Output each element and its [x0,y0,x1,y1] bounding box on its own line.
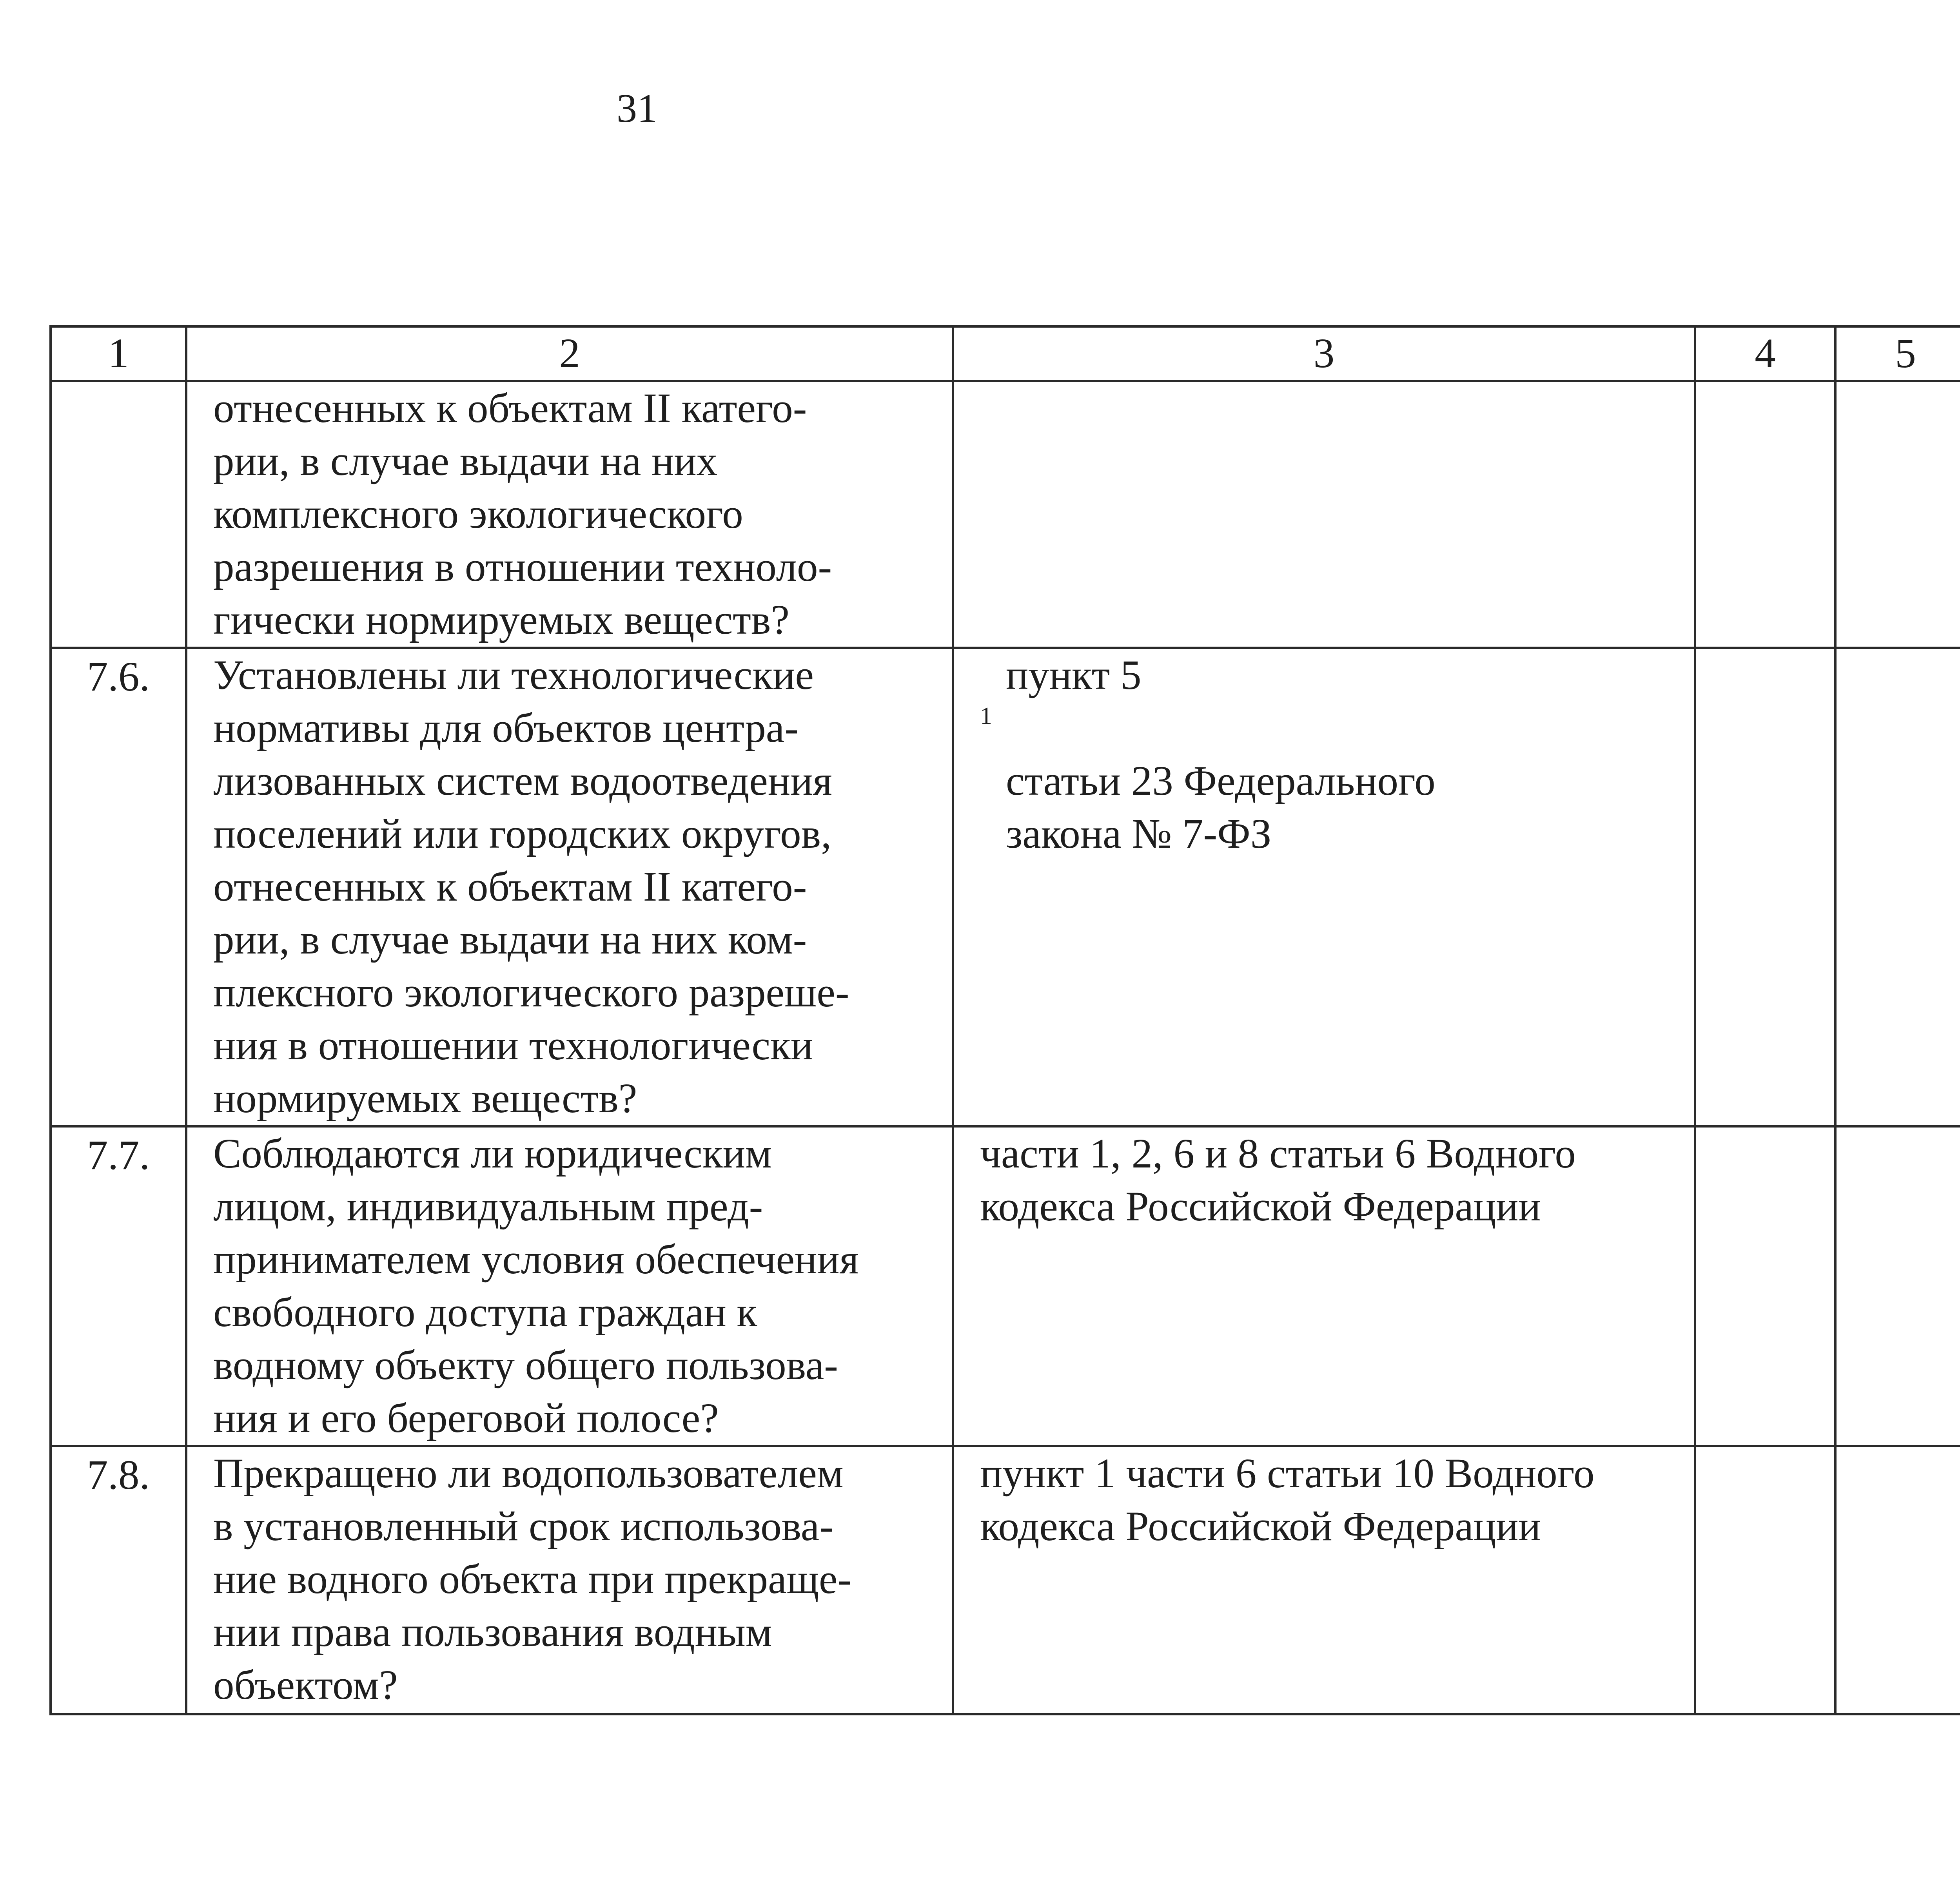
empty-cell [1695,648,1835,1126]
reference-text-start: пункт 5 [1006,652,1142,698]
header-col-1: 1 [51,326,186,381]
reference-text-end: статьи 23 Федерального закона № 7-ФЗ [1006,758,1436,857]
question-cell [186,1126,953,1446]
empty-cell [1835,648,1960,1126]
header-col-5: 5 [1835,326,1960,381]
empty-cell [1695,1446,1835,1714]
question-cell [186,648,953,1126]
table-row [51,381,1960,648]
reference-text: части 1, 2, 6 и 8 статьи 6 Водного кодекса Российской Федерации [980,1131,1576,1230]
empty-cell [1695,1126,1835,1446]
reference-cell [953,381,1695,648]
question-cell [186,381,953,648]
empty-cell [1835,381,1960,648]
reference-text [954,649,1694,861]
reference-cell [953,1126,1695,1446]
row-number-cell [51,648,186,1126]
question-text: Установлены ли технологические нормативы для объектов центра- лизованных систем водоотведения поселений или городских округов, отнесенных к объектам II катего- рии, в случае выдачи на них ком- плексного экологического разреше- ния в отношении технологически нормируемых веществ? [213,652,849,1122]
reference-cell [953,1446,1695,1714]
question-text: отнесенных к объектам II катего- рии, в случае выдачи на них комплексного экологического разрешения в отношении техноло- гически нормируемых веществ? [213,385,832,643]
reference-superscript: 1 [980,703,992,729]
row-number-cell [51,381,186,648]
header-col-3: 3 [953,326,1695,381]
reference-cell [953,648,1695,1126]
empty-cell [1835,1446,1960,1714]
row-number [52,382,185,384]
table-row [51,648,1960,1126]
table-row [51,1126,1960,1446]
header-col-4: 4 [1695,326,1835,381]
table-row [51,1446,1960,1714]
page-number: 31 [617,86,657,131]
row-number-cell [51,1446,186,1714]
checklist-table [49,325,1960,1715]
row-number: 7.8. [87,1452,150,1498]
header-row [51,326,1960,381]
empty-cell [1835,1126,1960,1446]
row-number: 7.7. [87,1132,150,1178]
question-text: Соблюдаются ли юридическим лицом, индивидуальным пред- принимателем условия обеспечения свободного доступа граждан к водному объекту общего пользова- ния и его береговой полосе? [213,1131,859,1441]
question-cell [186,1446,953,1714]
reference-text: пункт 1 части 6 статьи 10 Водного кодекса Российской Федерации [980,1450,1595,1550]
empty-cell [1695,381,1835,648]
row-number-cell [51,1126,186,1446]
header-col-2: 2 [186,326,953,381]
row-number: 7.6. [87,654,150,700]
question-text: Прекращено ли водопользователем в установленный срок использова- ние водного объекта при прекраще- нии права пользования водным объектом? [213,1450,852,1708]
